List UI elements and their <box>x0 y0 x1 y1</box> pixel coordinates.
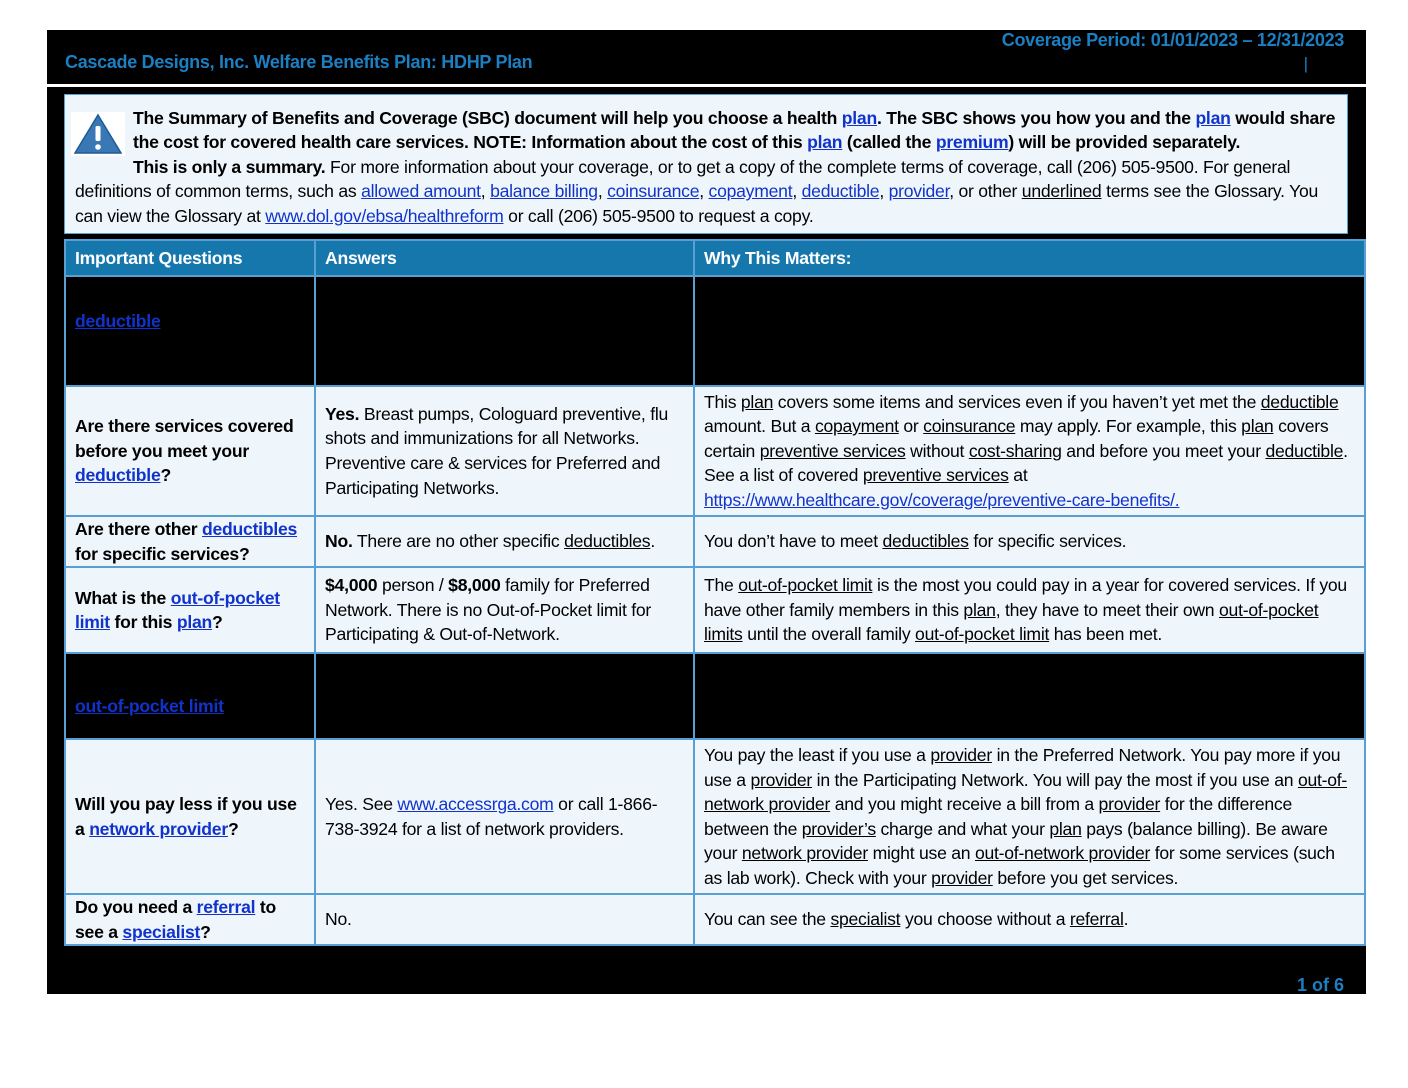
intro-text: (called the <box>842 132 936 153</box>
intro-text: or call (206) 505-9500 to request a copy. <box>503 205 814 226</box>
plan-link[interactable]: plan <box>1195 108 1231 128</box>
referral-link[interactable]: referral <box>196 897 256 918</box>
plan-link[interactable]: plan <box>807 132 843 153</box>
page-number: 1 of 6 <box>1296 975 1344 995</box>
provider-link[interactable]: provider <box>888 181 950 202</box>
header-answers: Answers <box>315 240 694 276</box>
intro-text: The Summary of Benefits and Coverage (SBC) document will help you choose a health <box>133 108 842 128</box>
intro-text: , or other <box>949 181 1022 202</box>
header-separator: | <box>1303 54 1308 73</box>
deductibles-link[interactable]: deductibles <box>202 519 298 539</box>
intro-text: would share the cost for covered health care services. NOTE: Information about the cost of this <box>133 108 1336 153</box>
redacted-answer <box>315 276 694 386</box>
redacted-why <box>694 653 1365 739</box>
intro-box: The Summary of Benefits and Coverage (SBC) document will help you choose a health plan. The SBC shows you how you and the plan would share the cost for covered health care services. NOTE: Information about the cost of this plan (called the premium) will be provided separately. This is only a summary. For more information about your coverage, or to get a copy of the complete terms of coverage, call (206) 505-9500. For general definitions of common terms, such as allowed amount, balance billing, coinsurance, copayment, deductible, provider, or other underlined terms see the Glossary. You can view the Glossary at www.dol.gov/ebsa/healthreform or call (206) 505-9500 to request a copy. <box>64 94 1348 234</box>
coinsurance-link[interactable]: coinsurance <box>607 181 700 202</box>
balance-billing-link[interactable]: balance billing <box>490 181 598 202</box>
table-row: Are there other deductibles for specific services? No. There are no other specific deductibles. You don’t have to meet deductibles for specific services. <box>65 516 1365 567</box>
out-of-pocket-limit-link[interactable]: out-of-pocket limit <box>75 696 224 717</box>
accessrga-link[interactable]: www.accessrga.com <box>397 794 554 815</box>
header-why: Why This Matters: <box>694 240 1365 276</box>
specialist-link[interactable]: specialist <box>122 921 201 942</box>
intro-summary-note: This is only a summary. <box>133 156 326 177</box>
redacted-why <box>694 276 1365 386</box>
copayment-link[interactable]: copayment <box>708 181 793 202</box>
table-row: Do you need a referral to see a specialist? No. You can see the specialist you choose without a referral. <box>65 894 1365 945</box>
warning-triangle-icon <box>71 112 125 156</box>
glossary-link[interactable]: www.dol.gov/ebsa/healthreform <box>265 205 504 226</box>
document-page <box>47 30 1366 994</box>
plan-link[interactable]: plan <box>841 108 877 128</box>
plan-link[interactable]: plan <box>176 612 212 633</box>
table-row: Are there services covered before you meet your deductible? Yes. Breast pumps, Cologuard preventive, flu shots and immunizations for all Networks. Preventive care & services for Preferred and Participating Networks. This plan covers some items and services even if you haven’t yet met the deductible amount. But a copayment or coinsurance may apply. For example, this plan covers certain preventive services without cost-sharing and before you meet your deductible. See a list of covered preventive services at https://www.healthcare.gov/coverage/preventive-care-benefits/. <box>65 386 1365 516</box>
intro-text: terms see the Glossary. You can view the Glossary at <box>75 181 1319 226</box>
intro-text: . The SBC shows you how you and the <box>876 108 1196 128</box>
premium-link[interactable]: premium <box>935 132 1009 153</box>
coverage-period: Coverage Period: 01/01/2023 – 12/31/2023 <box>1001 30 1344 50</box>
questions-table <box>64 239 1366 946</box>
allowed-amount-link[interactable]: allowed amount <box>361 181 481 202</box>
deductible-link[interactable]: deductible <box>801 181 880 202</box>
header-questions: Important Questions <box>65 240 315 276</box>
out-of-pocket-limit-link[interactable]: out-of-pocket limit <box>75 587 280 633</box>
network-provider-link[interactable]: network provider <box>89 818 228 839</box>
intro-text: For more information about your coverage, or to get a copy of the complete terms of coverage, call (206) 505-9500. For general definitions of common terms, such as <box>75 156 1291 202</box>
redacted-answer <box>315 653 694 739</box>
intro-text: ) will be provided separately. <box>1008 132 1241 153</box>
underlined-term: underlined <box>1021 181 1102 202</box>
table-row-out-of-pocket <box>65 653 1365 739</box>
deductible-link[interactable]: deductible <box>75 311 161 331</box>
preventive-care-link[interactable]: https://www.healthcare.gov/coverage/preventive-care-benefits/. <box>704 489 1180 510</box>
table-row: Will you pay less if you use a network provider? Yes. See www.accessrga.com or call 1-866-738-3924 for a list of network providers. You pay the least if you use a provider in the Preferred Network. You pay more if you use a provider in the Participating Network. You will pay the most if you use an out-of-network provider and you might receive a bill from a provider for the difference between the provider’s charge and what your plan pays (balance billing). Be aware your network provider might use an out-of-network provider for some services (such as lab work). Check with your provider before you get services. <box>65 739 1365 894</box>
deductible-link[interactable]: deductible <box>75 465 161 486</box>
table-row: What is the out-of-pocket limit for this plan? $4,000 person / $8,000 family for Preferred Network. There is no Out-of-Pocket limit for Participating & Out-of-Network. The out-of-pocket limit is the most you could pay in a year for covered services. If you have other family members in this plan, they have to meet their own out-of-pocket limits until the overall family out-of-pocket limit has been met. <box>65 567 1365 653</box>
header-rule <box>47 84 1366 87</box>
table-row-deductible <box>65 276 1365 386</box>
plan-title: Cascade Designs, Inc. Welfare Benefits Plan: HDHP Plan <box>65 52 533 72</box>
